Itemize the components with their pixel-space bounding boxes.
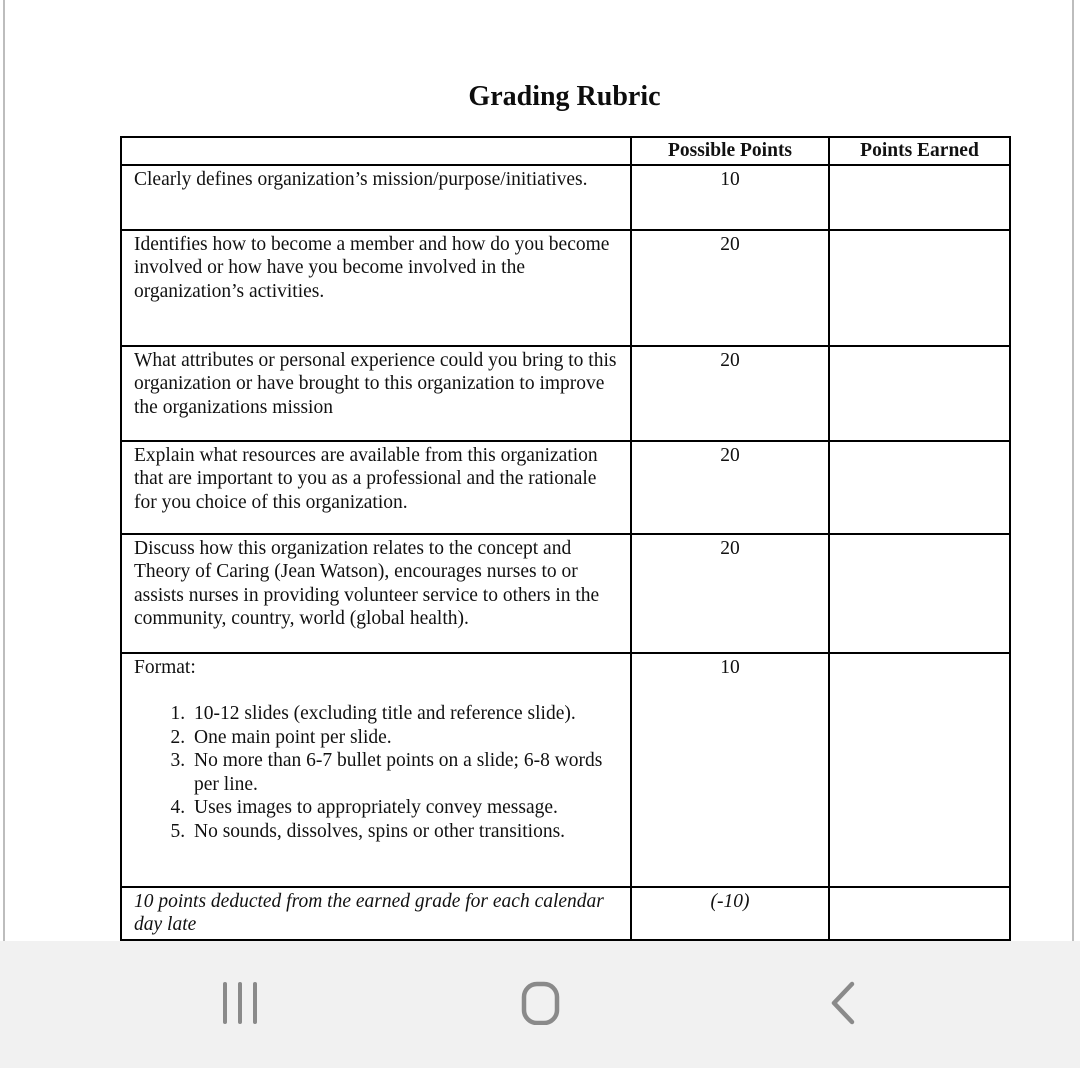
criteria-cell (121, 653, 631, 887)
criteria-cell: Explain what resources are available from this organization that are important to you as a professional and the rationale for you choice of this organization. (121, 441, 631, 534)
format-list-item: 1. 10-12 slides (excluding title and reference slide). (190, 702, 622, 726)
possible-points-cell: (-10) (631, 887, 829, 940)
page-edge-right (1072, 0, 1074, 941)
format-list-item: 3. No more than 6-7 bullet points on a slide; 6-8 words per line. (190, 749, 622, 796)
criteria-cell: What attributes or personal experience could you bring to this organization or have brought to this organization to improve the organizations mission (121, 346, 631, 441)
points-earned-cell (829, 441, 1010, 534)
format-label: Format: (134, 656, 196, 678)
possible-points-cell: 20 (631, 441, 829, 534)
back-icon (821, 981, 865, 1025)
possible-points-cell: 20 (631, 230, 829, 346)
page-edge-left (3, 0, 5, 941)
points-earned-cell (829, 887, 1010, 940)
page-title: Grading Rubric (468, 81, 661, 112)
table-row-late-penalty (121, 887, 1010, 940)
criteria-cell: Identifies how to become a member and how do you become involved or how have you become involved in the organization’s activities. (121, 230, 631, 346)
home-button[interactable] (518, 981, 562, 1025)
criteria-cell: 10 points deducted from the earned grade for each calendar day late (121, 887, 631, 940)
format-list-item: 2. One main point per slide. (190, 726, 622, 750)
possible-points-cell: 20 (631, 346, 829, 441)
possible-points-cell: 10 (631, 165, 829, 230)
home-icon (518, 981, 562, 1025)
criteria-cell: Discuss how this organization relates to the concept and Theory of Caring (Jean Watson), encourages nurses to or assists nurses in providing volunteer service to others in the community, country, world (global health). (121, 534, 631, 653)
table-row-format (121, 653, 1010, 887)
recents-button[interactable] (218, 981, 262, 1025)
header-possible-points: Possible Points (631, 137, 829, 165)
rubric-table (120, 136, 1011, 986)
points-earned-cell (829, 534, 1010, 653)
format-list-item: 4. Uses images to appropriately convey message. (190, 796, 622, 820)
points-earned-cell (829, 165, 1010, 230)
possible-points-cell: 10 (631, 653, 829, 887)
format-list (134, 702, 622, 843)
table-row (121, 441, 1010, 534)
format-list-item: 5. No sounds, dissolves, spins or other transitions. (190, 820, 622, 844)
table-row (121, 165, 1010, 230)
criteria-cell: Clearly defines organization’s mission/purpose/initiatives. (121, 165, 631, 230)
recents-icon (218, 981, 262, 1025)
back-button[interactable] (821, 981, 865, 1025)
table-row (121, 534, 1010, 653)
possible-points-cell: 20 (631, 534, 829, 653)
header-points-earned: Points Earned (829, 137, 1010, 165)
points-earned-cell (829, 653, 1010, 887)
header-criteria (121, 137, 631, 165)
table-row (121, 346, 1010, 441)
points-earned-cell (829, 346, 1010, 441)
table-row (121, 230, 1010, 346)
table-header-row (121, 137, 1010, 165)
points-earned-cell (829, 230, 1010, 346)
